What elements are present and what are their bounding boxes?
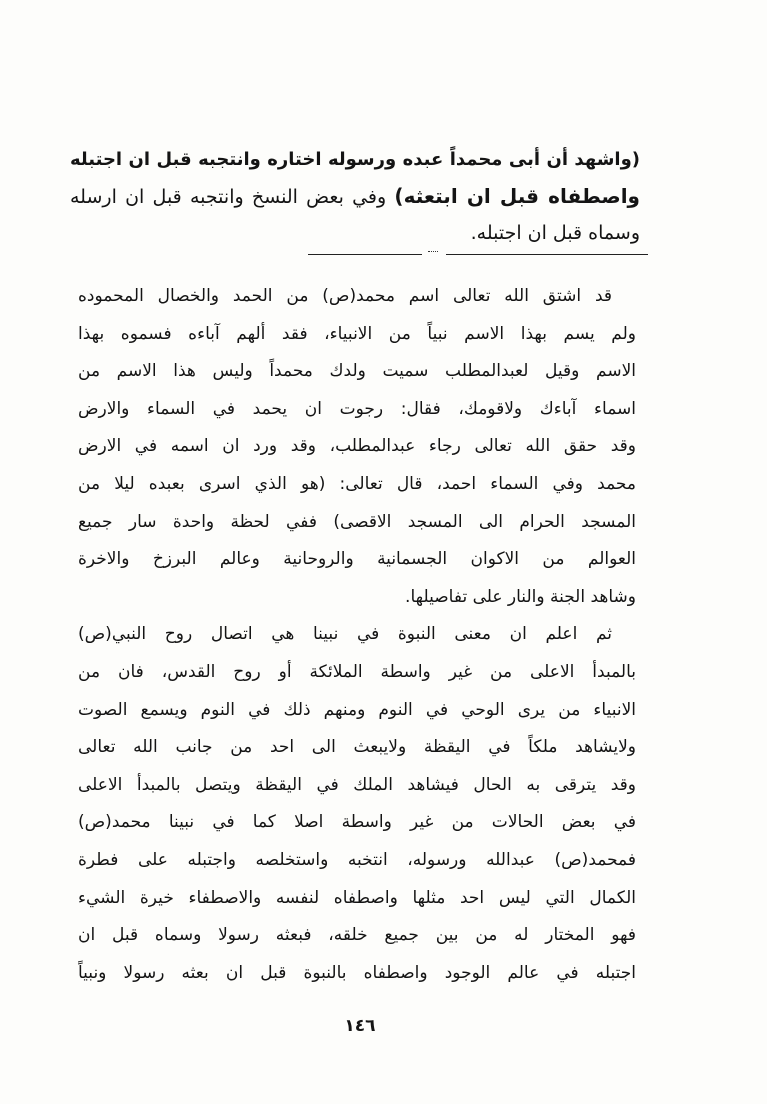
heading-bold-text: واصطفاه قبل ان ابتعثه) [394,184,640,208]
heading-line [70,178,640,214]
heading-underline-rule-left [308,254,422,255]
body-line: فهو المختار له من بين جميع خلقه، فبعثه رسولا وسماه قبل ان [78,925,636,946]
heading-normal-text: وسماه قبل ان اجتبله. [470,222,640,244]
body-line: العوالم من الاكوان الجسمانية والروحانية وعالم البرزخ والاخرة [78,549,636,570]
body-line: المسجد الحرام الى المسجد الاقصى) ففي لحظة واحدة سار جميع [78,511,636,532]
heading-underline-dot [428,251,438,252]
body-line: قد اشتق الله تعالى اسم محمد(ص) من الحمد والخصال المحموده [78,286,612,306]
body-line: ولايشاهد ملكاً في اليقظة ولايبعث الى احد من جانب الله تعالى [78,737,636,758]
heading-line [70,214,640,250]
quoted-text-heading [70,142,640,250]
body-line: وقد يترقى به الحال فيشاهد الملك في اليقظة ويتصل بالمبدأ الاعلى [78,774,636,795]
body-line: وشاهد الجنة والنار على تفاصيلها. [405,586,636,607]
heading-normal-text: وفي بعض النسخ وانتجبه قبل ان ارسله [70,186,395,208]
heading-bold-text: (واشهد أن أبى محمداً عبده ورسوله اختاره وانتجبه قبل ان اجتبله [70,149,640,170]
body-line: بالمبدأ الاعلى من غير واسطة الملائكة أو روح القدس، فان من [78,661,636,682]
body-line: اسماء آباءك ولاقومك، فقال: رجوت ان يحمد في السماء والارض [78,398,636,419]
body-line: ولم يسم بهذا الاسم نبياً من الانبياء، فقد ألهم آباءه فسموه بهذا [78,323,636,344]
body-line: اجتبله في عالم الوجود واصطفاه بالنبوة قبل ان بعثه رسولا ونبياً [78,962,636,983]
heading-underline-rule [446,254,648,255]
body-line: محمد وفي السماء احمد، قال تعالى: (هو الذي اسرى بعبده ليلا من [78,473,636,494]
body-line: في بعض الحالات من غير واسطة اصلا كما في نبينا محمد(ص) [78,812,636,833]
body-line: وقد حقق الله تعالى رجاء عبدالمطلب، وقد ورد ان اسمه في الارض [78,436,636,457]
body-line: الانبياء من يرى الوحي في النوم ومنهم ذلك في النوم ويسمع الصوت [78,699,636,720]
heading-line [70,142,640,178]
commentary-body [78,278,636,992]
body-line: الكمال التي ليس احد مثلها واصطفاه لنفسه والاصطفاء خيرة الشيء [78,887,636,908]
body-line: ثم اعلم ان معنى النبوة في نبينا هي اتصال روح النبي(ص) [78,624,612,645]
body-line: الاسم وقيل لعبدالمطلب سميت ولدك محمداً وليس هذا الاسم من [78,361,636,382]
body-line: فمحمد(ص) عبدالله ورسوله، انتخبه واستخلصه واجتبله على فطرة [78,849,636,870]
page-number: ١٤٦ [344,1016,376,1036]
